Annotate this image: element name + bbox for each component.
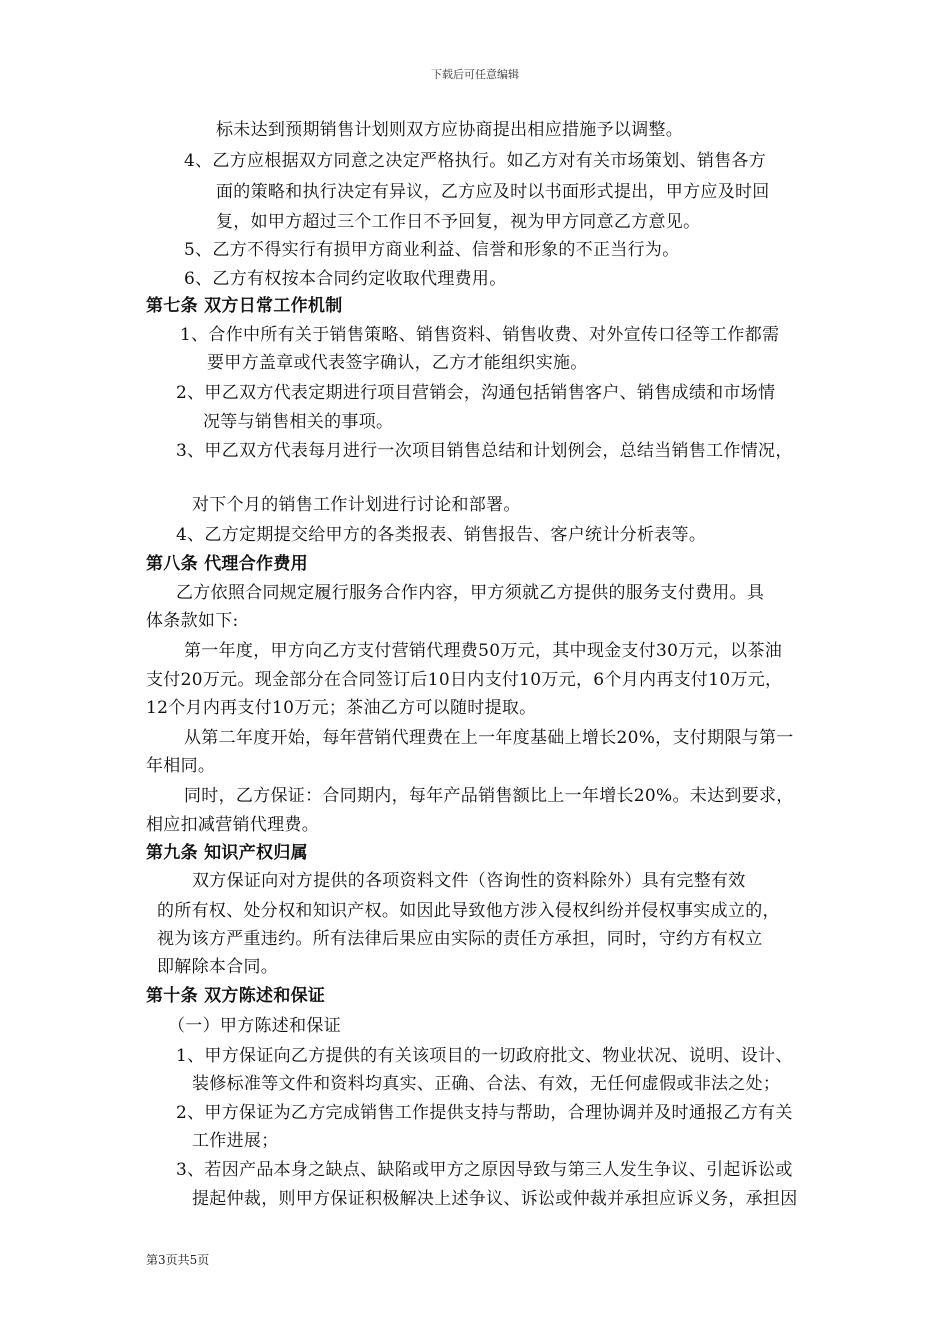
text-line: 3、若因产品本身之缺点、缺陷或甲方之原因导致与第三人发生争议、引起诉讼或 [176, 1160, 793, 1180]
section-heading: 第七条 双方日常工作机制 [146, 296, 343, 316]
text-line: 第一年度，甲方向乙方支付营销代理费50万元，其中现金支付30万元，以茶油 [184, 641, 783, 661]
text-line: 的所有权、处分权和知识产权。如因此导致他方涉入侵权纠纷并侵权事实成立的， [157, 901, 780, 921]
text-line: 从第二年度开始，每年营销代理费在上一年度基础上增长20%，支付期限与第一 [184, 728, 794, 748]
page-number: 第3页共5页 [146, 1253, 210, 1267]
text-line: 支付20万元。现金部分在合同签订后10日内支付10万元，6个月内再支付10万元， [146, 670, 783, 690]
text-line: 乙方依照合同规定履行服务合作内容，甲方须就乙方提供的服务支付费用。具 [176, 583, 765, 603]
text-line: 4、乙方定期提交给甲方的各类报表、销售报告、客户统计分析表等。 [176, 525, 707, 545]
text-line: 要甲方盖章或代表签字确认，乙方才能组织实施。 [207, 353, 588, 373]
text-line: 年相同。 [146, 756, 216, 776]
text-line: 工作进展； [192, 1131, 279, 1151]
text-line: 3、甲乙双方代表每月进行一次项目销售总结和计划例会，总结当销售工作情况， [176, 441, 793, 461]
text-line: 1、合作中所有关于销售策略、销售资料、销售收费、对外宣传口径等工作都需 [180, 325, 780, 345]
text-line: 提起仲裁，则甲方保证积极解决上述争议、诉讼或仲裁并承担应诉义务，承担因 [192, 1189, 798, 1209]
subsection-heading: （一）甲方陈述和保证 [168, 1016, 341, 1036]
text-line: 2、甲方保证为乙方完成销售工作提供支持与帮助，合理协调并及时通报乙方有关 [176, 1103, 793, 1123]
section-heading: 第十条 双方陈述和保证 [146, 986, 326, 1006]
text-line: 同时，乙方保证：合同期内，每年产品销售额比上一年增长20%。未达到要求， [184, 786, 794, 806]
text-line: 视为该方严重违约。所有法律后果应由实际的责任方承担，同时，守约方有权立 [157, 929, 763, 949]
text-line: 5、乙方不得实行有损甲方商业利益、信誉和形象的不正当行为。 [184, 240, 680, 260]
text-line: 面的策略和执行决定有异议，乙方应及时以书面形式提出，甲方应及时回 [216, 182, 770, 202]
text-line: 1、甲方保证向乙方提供的有关该项目的一切政府批文、物业状况、说明、设计、 [176, 1046, 793, 1066]
text-line: 12个月内再支付10万元；茶油乙方可以随时提取。 [146, 698, 537, 718]
text-line: 6、乙方有权按本合同约定收取代理费用。 [184, 269, 507, 289]
text-line: 即解除本合同。 [157, 957, 279, 977]
page-header-note: 下载后可任意编辑 [431, 68, 519, 81]
section-heading: 第九条 知识产权归属 [146, 843, 308, 863]
section-heading: 第八条 代理合作费用 [146, 554, 308, 574]
text-line: 复，如甲方超过三个工作日不予回复，视为甲方同意乙方意见。 [216, 212, 701, 232]
text-line: 对下个月的销售工作计划进行讨论和部署。 [192, 495, 521, 515]
text-line: 标未达到预期销售计划则双方应协商提出相应措施予以调整。 [216, 120, 684, 140]
text-line: 体条款如下: [146, 611, 239, 631]
text-line: 双方保证向对方提供的各项资料文件（咨询性的资料除外）具有完整有效 [192, 871, 746, 891]
text-line: 2、甲乙双方代表定期进行项目营销会，沟通包括销售客户、销售成绩和市场情 [176, 383, 776, 403]
text-line: 装修标准等文件和资料均真实、正确、合法、有效，无任何虚假或非法之处； [192, 1074, 781, 1094]
text-line: 4、乙方应根据双方同意之决定严格执行。如乙方对有关市场策划、销售各方 [184, 151, 767, 171]
text-line: 相应扣减营销代理费。 [146, 815, 319, 835]
text-line: 况等与销售相关的事项。 [203, 412, 394, 432]
